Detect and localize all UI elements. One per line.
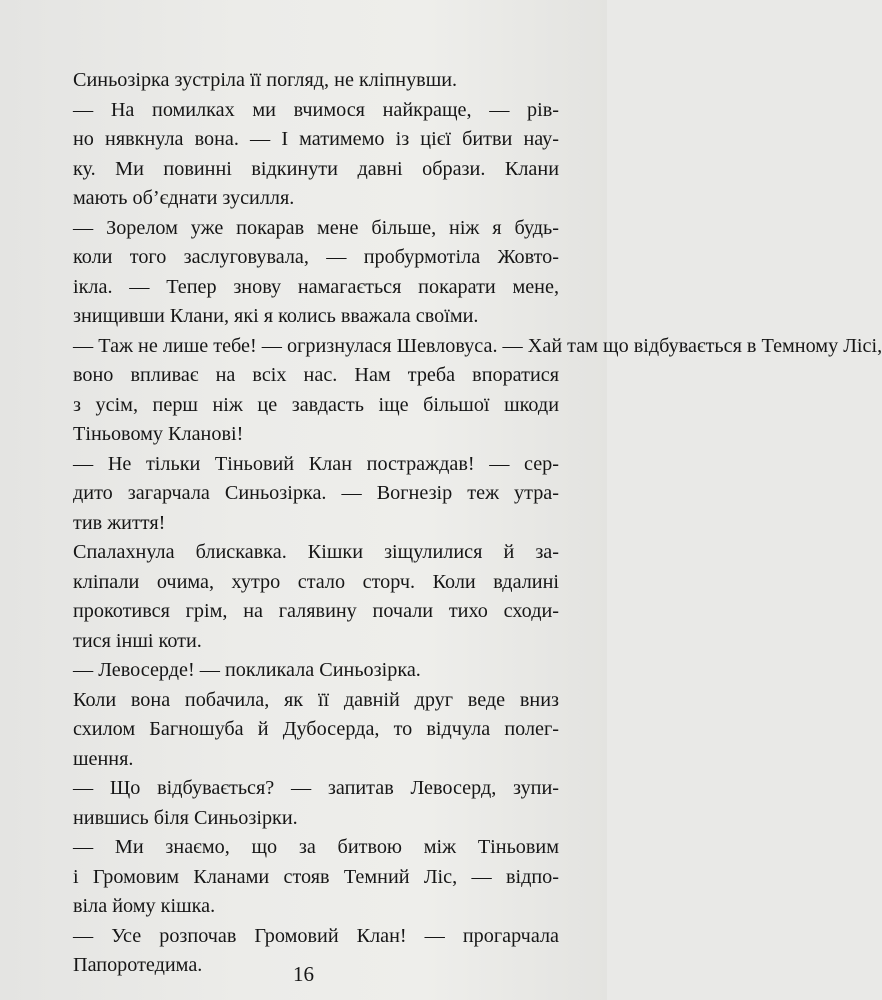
paragraph [57,538,559,656]
text-line: нившись біля Синьозірки. [73,806,298,829]
text-line: — Що відбувається? — запитав Левосерд, зупи- [73,777,559,799]
text-line: Папоротедима. [73,954,203,976]
text-line: прокотився грім, на галявину почали тихо сходи- [73,600,559,622]
text-line: — Зорелом уже покарав мене більше, ніж я будь- [73,216,559,239]
text-line: — Ми знаємо, що за битвою між Тіньовим [73,836,559,858]
page-number: 16 [293,962,314,986]
paragraph [57,450,559,539]
text-line: з усім, перш ніж це завдасть іще більшої шкоди [73,393,559,416]
text-line: — Усе розпочав Громовий Клан! — прогарчала [73,924,559,947]
paragraph [57,656,559,686]
text-line: ікла. — Тепер знову намагається покарати мене, [73,275,559,298]
text-line: Тіньовому Кланові! [73,423,244,445]
text-line: — Не тільки Тіньовий Клан постраждав! — сер- [73,452,559,475]
text-line: шення. [73,747,134,770]
text-line: тися інші коти. [73,629,202,652]
text-line: дито загарчала Синьозірка. — Вогнезір теж утра- [73,482,559,504]
text-line: — Левосерде! — покликала Синьозірка. [73,659,421,681]
paragraph [57,66,559,96]
text-line: воно впливає на всіх нас. Нам треба впоратися [73,364,559,386]
paragraph [57,214,559,332]
paragraph [57,96,559,214]
text-line: коли того заслуговувала, — пробурмотіла Жовто- [73,246,559,268]
text-line: тив життя! [73,511,166,534]
text-line: — Таж не лише тебе! — огризнулася Шевловуса. — Хай там що відбувається в Темному Лісі, [73,334,882,357]
text-line: но нявкнула вона. — І матимемо із цієї битви нау- [73,128,559,150]
text-line: Синьозірка зустріла її погляд, не кліпнувши. [73,69,458,91]
text-line: знищивши Клани, які я колись вважала своїми. [73,305,479,327]
text-line: ку. Ми повинні відкинути давні образи. Клани [73,157,559,180]
text-line: віла йому кішка. [73,895,216,917]
text-line: Спалахнула блискавка. Кішки зіщулилися й за- [73,541,559,563]
paragraph [57,686,559,775]
paragraph [57,332,882,450]
text-line: кліпали очима, хутро стало сторч. Коли вдалині [73,570,559,593]
text-line: схилом Багношуба й Дубосерда, то відчула полег- [73,718,559,740]
text-line: Коли вона побачила, як її давній друг веде вниз [73,688,559,711]
body-text [57,66,882,981]
paragraph [57,774,559,833]
paragraph [57,833,559,922]
text-line: і Громовим Кланами стояв Темний Ліс, — відпо- [73,865,559,888]
text-line: — На помилках ми вчимося найкраще, — рів- [73,98,559,121]
text-line: мають об’єднати зусилля. [73,187,295,209]
